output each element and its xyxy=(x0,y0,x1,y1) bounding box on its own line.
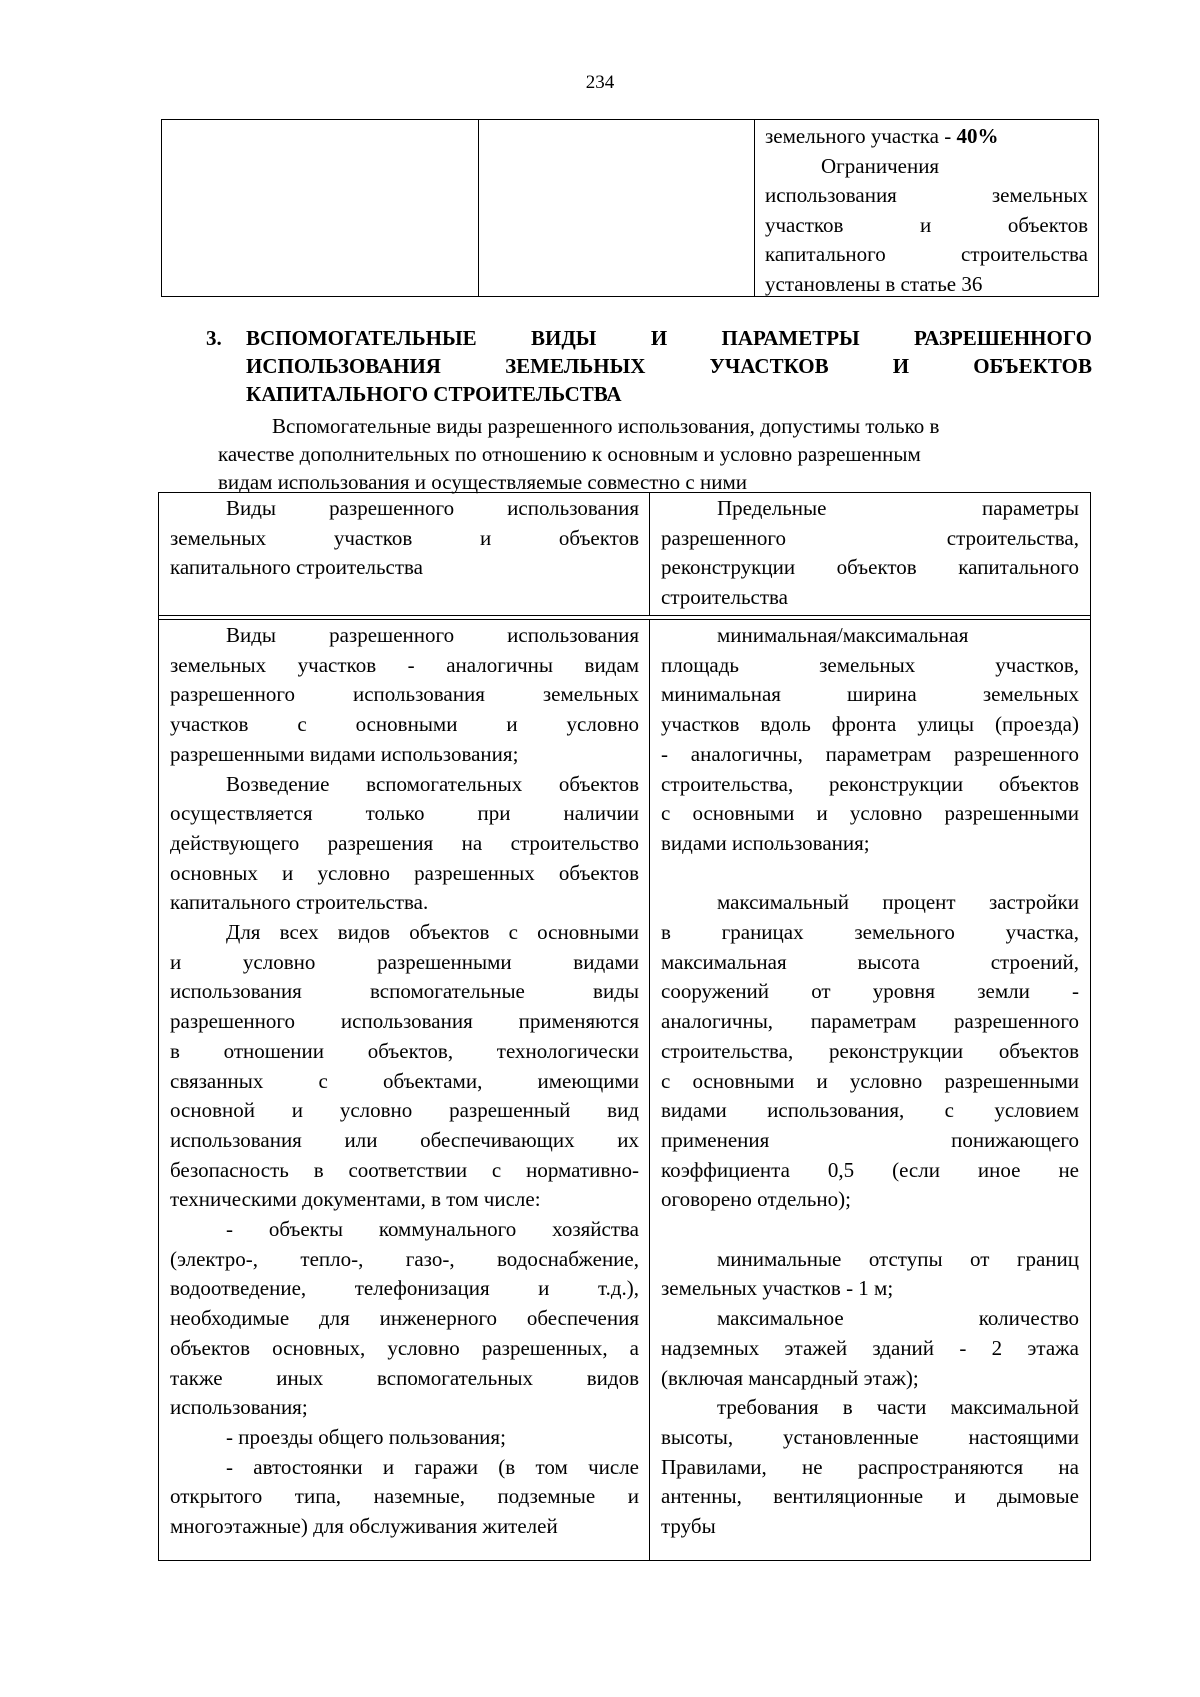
intro-line: качестве дополнительных по отношению к основным и условно разрешенным xyxy=(218,442,921,466)
text-line: использования земельных xyxy=(765,183,1088,207)
text-line: разрешенными видами использования; xyxy=(170,741,519,766)
text-line: Виды разрешенного использования xyxy=(226,623,639,647)
heading-line: ИСПОЛЬЗОВАНИЯ ЗЕМЕЛЬНЫХ УЧАСТКОВ И ОБЪЕКТОВ xyxy=(246,354,1092,378)
section-heading xyxy=(206,324,1092,408)
text-line: земельных участков - 1 м; xyxy=(661,1276,894,1301)
header-line: Предельные параметры xyxy=(717,496,1079,520)
text-line: - проезды общего пользования; xyxy=(226,1424,506,1449)
text-line: минимальная/максимальная xyxy=(717,623,969,647)
text-line: техническими документами, в том числе: xyxy=(170,1187,541,1212)
header-line: капитального строительства xyxy=(170,555,423,580)
text-line: максимальное количество xyxy=(717,1306,1079,1331)
text-line: и условно разрешенными видами xyxy=(170,949,639,974)
text-line: антенны, вентиляционные и дымовые xyxy=(661,1484,1079,1509)
text-line: связанных с объектами, имеющими xyxy=(170,1068,639,1093)
text-line: капитального строительства xyxy=(765,242,1088,266)
text-line: максимальная высота строений, xyxy=(661,949,1079,974)
header-line: разрешенного строительства, xyxy=(661,525,1079,550)
text-line: объектов основных, условно разрешенных, а xyxy=(170,1335,639,1360)
text-line: строительства, реконструкции объектов xyxy=(661,771,1079,796)
text-line: использования; xyxy=(170,1395,308,1420)
text-line: трубы xyxy=(661,1514,716,1539)
text-line: открытого типа, наземные, подземные и xyxy=(170,1484,639,1509)
intro-line: Вспомогательные виды разрешенного использования, допустимы только в xyxy=(272,414,940,438)
text-line: (включая мансардный этаж); xyxy=(661,1365,919,1390)
parameters-cell xyxy=(650,620,1090,1560)
types-cell xyxy=(159,620,650,1560)
text-line: в отношении объектов, технологически xyxy=(170,1038,639,1063)
header-cell-types xyxy=(159,493,650,615)
text-line: - объекты коммунального хозяйства xyxy=(226,1217,639,1242)
text-line: Возведение вспомогательных объектов xyxy=(226,771,639,796)
section-number: 3. xyxy=(206,326,222,350)
text-line: Для всех видов объектов с основными xyxy=(226,920,639,945)
text-line: разрешенного использования земельных xyxy=(170,682,639,707)
text-line: видами использования; xyxy=(661,830,870,855)
text-line: использования вспомогательные виды xyxy=(170,979,639,1004)
text-line: строительства, реконструкции объектов xyxy=(661,1038,1079,1063)
text-line: - аналогичны, параметрам разрешенного xyxy=(661,741,1079,766)
text-line: водоотведение, телефонизация и т.д.), xyxy=(170,1276,639,1301)
text-line: с основными и условно разрешенными xyxy=(661,801,1079,826)
heading-line: ВСПОМОГАТЕЛЬНЫЕ ВИДЫ И ПАРАМЕТРЫ РАЗРЕШЕННОГО xyxy=(246,326,1092,350)
text-line: площадь земельных участков, xyxy=(661,652,1079,677)
table-row xyxy=(159,620,1090,1560)
text-line: максимальный процент застройки xyxy=(717,890,1079,915)
text-line: применения понижающего xyxy=(661,1127,1079,1152)
text-line xyxy=(661,1215,1079,1245)
text-line: оговорено отдельно); xyxy=(661,1187,851,1212)
percent-value: 40% xyxy=(956,124,999,148)
header-line: реконструкции объектов капитального xyxy=(661,555,1079,580)
text-line: участков с основными и условно xyxy=(170,712,639,737)
text-line: - автостоянки и гаражи (в том числе xyxy=(226,1454,639,1479)
text-line: минимальные отступы от границ xyxy=(717,1246,1079,1271)
header-line: земельных участков и объектов xyxy=(170,525,639,550)
text-line: коэффициента 0,5 (если иное не xyxy=(661,1157,1079,1182)
text-line: разрешенного использования применяются xyxy=(170,1009,639,1034)
header-line: Виды разрешенного использования xyxy=(226,496,639,520)
heading-line: КАПИТАЛЬНОГО СТРОИТЕЛЬСТВА xyxy=(246,382,622,406)
text-line: использования или обеспечивающих их xyxy=(170,1127,639,1152)
intro-line: видам использования и осуществляемые совместно с ними xyxy=(218,470,747,494)
page-number: 234 xyxy=(585,72,615,93)
text-line: минимальная ширина земельных xyxy=(661,682,1079,707)
table-header-row xyxy=(159,493,1090,616)
header-line: строительства xyxy=(661,585,789,610)
parameters-table xyxy=(158,492,1091,1561)
text-line: безопасность в соответствии с нормативно- xyxy=(170,1157,639,1182)
text-line: (электро-, тепло-, газо-, водоснабжение, xyxy=(170,1246,639,1271)
text-line: высоты, установленные настоящими xyxy=(661,1424,1079,1449)
empty-cell-1 xyxy=(162,120,479,296)
text-line: требования в части максимальной xyxy=(717,1395,1079,1420)
section-intro xyxy=(218,412,1078,496)
text-line: видами использования, с условием xyxy=(661,1098,1079,1123)
text-line: сооружений от уровня земли - xyxy=(661,979,1079,1004)
text-line: действующего разрешения на строительство xyxy=(170,830,639,855)
text-line: капитального строительства. xyxy=(170,890,429,915)
header-cell-parameters xyxy=(650,493,1090,615)
text-line xyxy=(661,859,1079,889)
text-line: осуществляется только при наличии xyxy=(170,801,639,826)
empty-cell-2 xyxy=(479,120,755,296)
continuation-text-cell xyxy=(755,120,1098,296)
text-line: надземных этажей зданий - 2 этажа xyxy=(661,1335,1079,1360)
text-line: участков вдоль фронта улицы (проезда) xyxy=(661,712,1079,737)
continuation-table xyxy=(161,119,1099,297)
text-line: в границах земельного участка, xyxy=(661,920,1079,945)
text-line: необходимые для инженерного обеспечения xyxy=(170,1306,639,1331)
text-line: установлены в статье 36 xyxy=(765,271,983,296)
text-line: Правилами, не распространяются на xyxy=(661,1454,1079,1479)
text-line: основной и условно разрешенный вид xyxy=(170,1098,639,1123)
text-line: участков и объектов xyxy=(765,212,1088,237)
text-line: также иных вспомогательных видов xyxy=(170,1365,639,1390)
text-line: многоэтажные) для обслуживания жителей xyxy=(170,1514,558,1539)
text-line: Ограничения xyxy=(821,153,940,178)
text-line: с основными и условно разрешенными xyxy=(661,1068,1079,1093)
text-line: земельного участка - 40% xyxy=(765,124,999,148)
text-line: основных и условно разрешенных объектов xyxy=(170,860,639,885)
text-line: аналогичны, параметрам разрешенного xyxy=(661,1009,1079,1034)
text-line: земельных участков - аналогичны видам xyxy=(170,652,639,677)
